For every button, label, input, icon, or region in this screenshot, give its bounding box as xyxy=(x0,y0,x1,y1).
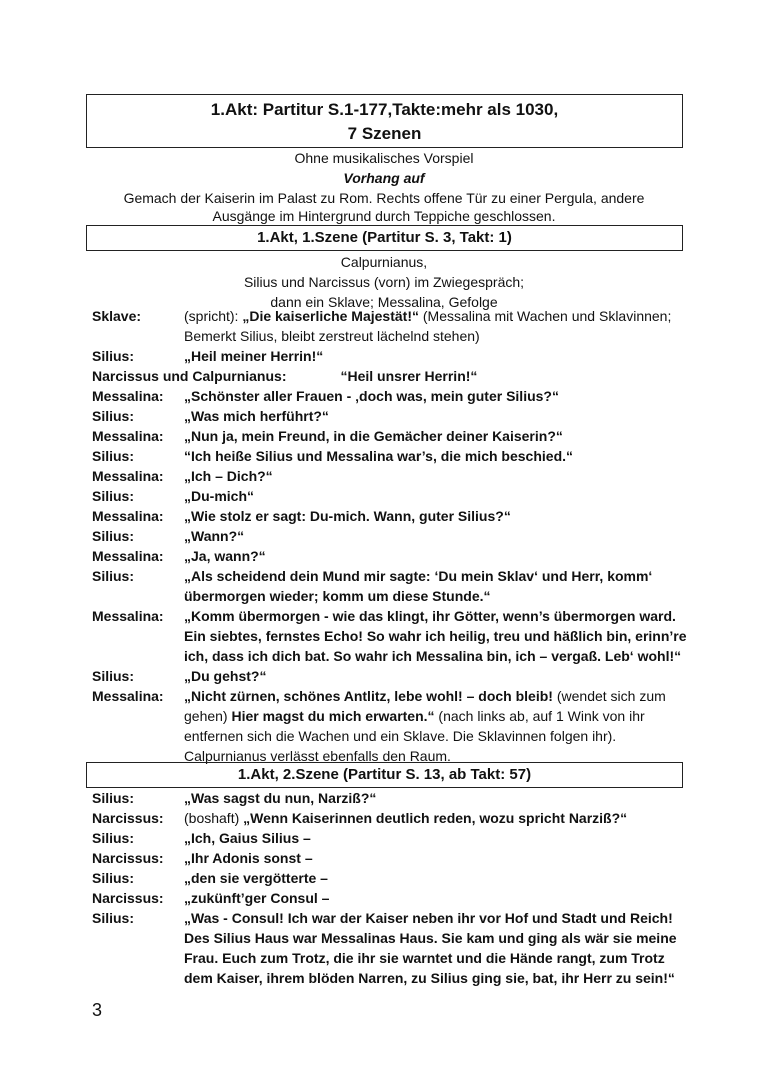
dialog-text: „Wann?“ xyxy=(184,528,245,544)
dialog-line xyxy=(92,426,692,446)
speaker-name: Sklave: xyxy=(92,308,142,324)
speaker-name: Silius: xyxy=(92,830,135,846)
scene1-cast-line-2: Silius und Narcissus (vorn) im Zwiegespräch; xyxy=(243,274,525,290)
dialog-text: (spricht): „Die kaiserliche Majestät!“ (Messalina mit Wachen und Sklavinnen; Bemerkt Silius, bleibt zerstreut lächelnd stehen) xyxy=(184,308,672,344)
dialog-line xyxy=(92,466,692,486)
speaker-name: Messalina: xyxy=(92,608,164,624)
speaker-name: Silius: xyxy=(92,870,135,886)
dialog-line xyxy=(92,848,692,868)
speaker-name: Messalina: xyxy=(92,468,164,484)
dialog-line xyxy=(92,828,692,848)
scene1-cast-line-1: Calpurnianus, xyxy=(340,254,428,270)
dialog-line xyxy=(92,406,692,426)
act-title-line2: 7 Szenen xyxy=(347,124,422,143)
dialog-text: „Du gehst?“ xyxy=(184,668,267,684)
speaker-name: Silius: xyxy=(92,488,135,504)
dialog-line xyxy=(92,666,692,686)
speaker-name: Narcissus: xyxy=(92,850,164,866)
dialog-line xyxy=(92,908,692,988)
dialog-line-narcissus-calpurnianus xyxy=(92,366,692,386)
dialog-line xyxy=(92,486,692,506)
setting-line-2: Ausgänge im Hintergrund durch Teppiche geschlossen. xyxy=(212,208,556,224)
dialog-text: „Heil meiner Herrin!“ xyxy=(184,348,324,364)
speaker-name: Messalina: xyxy=(92,428,164,444)
dialog-text: „Ja, wann?“ xyxy=(184,548,266,564)
speaker-name: Silius: xyxy=(92,528,135,544)
dialog-text: „Du-mich“ xyxy=(184,488,254,504)
speaker-name: Messalina: xyxy=(92,688,164,704)
act-title-box xyxy=(86,94,683,148)
scene2-heading: 1.Akt, 2.Szene (Partitur S. 13, ab Takt: 57) xyxy=(237,766,532,783)
speaker-narcissus-calpurnianus: Narcissus und Calpurnianus: xyxy=(92,368,287,384)
speaker-name: Silius: xyxy=(92,790,135,806)
speaker-name: Silius: xyxy=(92,448,135,464)
dialog-text-narcissus-calpurnianus: “Heil unsrer Herrin!“ xyxy=(340,368,478,384)
dialog-text: „zukünft’ger Consul – xyxy=(184,890,330,906)
dialog-line xyxy=(92,526,692,546)
act-title-line1: 1.Akt: Partitur S.1-177,Takte:mehr als 1030, xyxy=(210,100,559,119)
scene2-dialogue xyxy=(92,788,692,988)
speaker-name: Silius: xyxy=(92,408,135,424)
dialog-line xyxy=(92,386,692,406)
speaker-name: Silius: xyxy=(92,568,135,584)
scene2-heading-box xyxy=(86,762,683,788)
dialog-line xyxy=(92,868,692,888)
dialog-text: „Ihr Adonis sonst – xyxy=(184,850,313,866)
dialog-line-sklave xyxy=(92,306,692,346)
dialog-line xyxy=(92,788,692,808)
speaker-name: Messalina: xyxy=(92,388,164,404)
dialog-line xyxy=(92,446,692,466)
dialog-text: „Nicht zürnen, schönes Antlitz, lebe wohl! – doch bleib! (wendet sich zum gehen) Hier magst du mich erwarten.“ (nach links ab, auf 1 Wink von ihr entfernen sich die Wachen und ein Sklave. Die Sklavinnen folgen ihr). Calpurnianus verlässt ebenfalls den Raum. xyxy=(184,688,666,764)
dialog-text: „Nun ja, mein Freund, in die Gemächer deiner Kaiserin?“ xyxy=(184,428,563,444)
scene1-dialogue xyxy=(92,306,692,766)
speaker-name: Narcissus: xyxy=(92,810,164,826)
dialog-line xyxy=(92,686,692,766)
setting-line-1: Gemach der Kaiserin im Palast zu Rom. Rechts offene Tür zu einer Pergula, andere xyxy=(123,190,645,206)
dialog-line xyxy=(92,888,692,908)
dialog-text: „Als scheidend dein Mund mir sagte: ‘Du mein Sklav‘ und Herr, komm‘ übermorgen wieder; komm um diese Stunde.“ xyxy=(184,568,653,604)
dialog-text: „Komm übermorgen - wie das klingt, ihr Götter, wenn’s übermorgen ward. Ein siebtes, fernstes Echo! So wahr ich heilig, treu und häßlich bin, erinn’re ich, dass ich dich bat. So wahr ich Messalina bin, ich – vergaß. Leb‘ wohl!“ xyxy=(184,608,687,664)
dialog-line xyxy=(92,606,692,666)
dialog-line xyxy=(92,808,692,828)
dialog-text: “Ich heiße Silius und Messalina war’s, die mich beschied.“ xyxy=(184,448,574,464)
dialog-line xyxy=(92,546,692,566)
dialog-text: „den sie vergötterte – xyxy=(184,870,328,886)
page-number: 3 xyxy=(92,1000,103,1020)
dialog-text: „Was - Consul! Ich war der Kaiser neben ihr vor Hof und Stadt und Reich! Des Silius Haus war Messalinas Haus. Sie kam und ging als wär sie meine Frau. Euch zum Trotz, die ihr sie warntet und die Hände rangt, zum Trotz dem Kaiser, ihrem blöden Narren, zu Silius ging sie, bat, ihr Herr zu sein!“ xyxy=(184,910,677,986)
speaker-name: Messalina: xyxy=(92,548,164,564)
dialog-text: „Ich, Gaius Silius – xyxy=(184,830,311,846)
dialog-text: „Wie stolz er sagt: Du-mich. Wann, guter Silius?“ xyxy=(184,508,511,524)
speaker-name: Messalina: xyxy=(92,508,164,524)
speaker-name: Silius: xyxy=(92,668,135,684)
dialog-line xyxy=(92,506,692,526)
dialog-text: (boshaft) „Wenn Kaiserinnen deutlich reden, wozu spricht Narziß?“ xyxy=(184,810,628,826)
speaker-name: Silius: xyxy=(92,348,135,364)
speaker-name: Narcissus: xyxy=(92,890,164,906)
speaker-name: Silius: xyxy=(92,910,135,926)
dialog-text: „Schönster aller Frauen - ‚doch was, mein guter Silius?“ xyxy=(184,388,559,404)
scene1-heading: 1.Akt, 1.Szene (Partitur S. 3, Takt: 1) xyxy=(257,229,512,246)
dialog-text: „Was mich herführt?“ xyxy=(184,408,329,424)
curtain-note: Vorhang auf xyxy=(343,170,425,186)
scene1-heading-box xyxy=(86,225,683,251)
dialog-text: „Was sagst du nun, Narziß?“ xyxy=(184,790,377,806)
no-prelude-note: Ohne musikalisches Vorspiel xyxy=(294,150,474,166)
dialog-line xyxy=(92,566,692,606)
dialog-text: „Ich – Dich?“ xyxy=(184,468,273,484)
dialog-line-silius xyxy=(92,346,692,366)
scene1-cast-line-3: dann ein Sklave; Messalina, Gefolge xyxy=(270,294,498,310)
